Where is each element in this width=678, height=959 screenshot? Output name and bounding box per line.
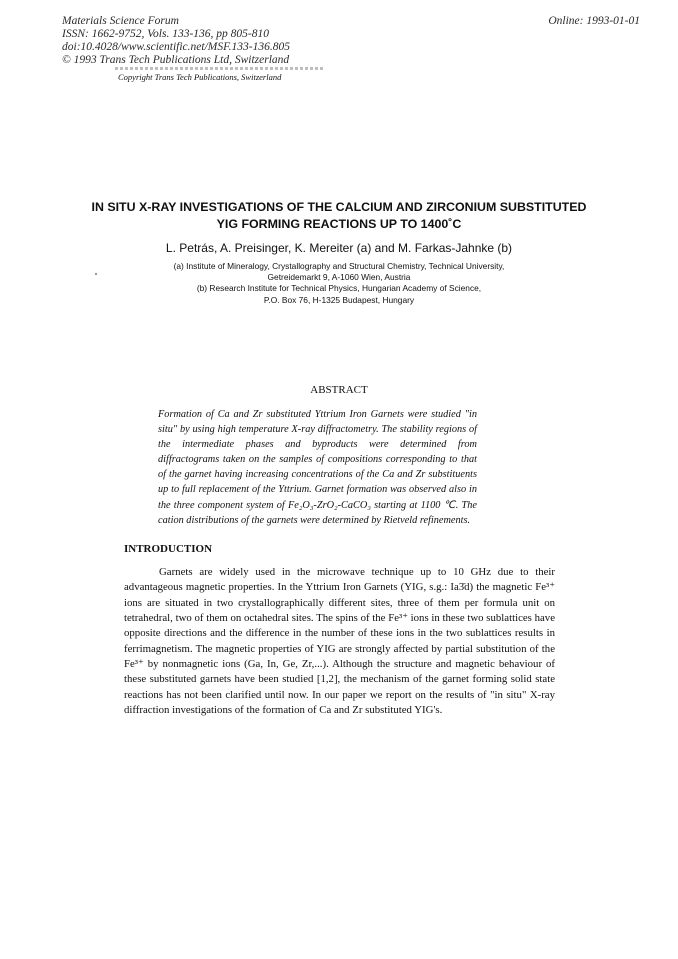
online-date: Online: 1993-01-01 [548,15,640,27]
introduction-body: Garnets are widely used in the microwave technique up to 10 GHz due to their advantageous magnetic properties. In the Yttrium Iron Garnets (YIG, s.g.: Ia3̄d) the magnetic Fe³⁺ ions are situated in two crystallographically different sites, three of them per formula unit on tetrahedral, two of them on octahedral sites. The spins of the Fe³⁺ ions in these two sublattices have opposite directions and the difference in the number of these ions in the two sublattices results in ferrimagnetism. The magnetic properties of YIG are strongly affected by partial substitution of the Fe³⁺ by nonmagnetic ions (Ga, In, Ge, Zr,...). Although the structure and magnetic behaviour of these substituted garnets have been studied [1,2], the mechanism of the garnet forming solid state reactions has not been clarified until now. In our paper we report on the results of "in situ" X-ray diffraction investigations of the formation of Ca and Zr substituted YIG's. [124,566,555,717]
abstract-heading: ABSTRACT [310,384,368,396]
publisher-line: © 1993 Trans Tech Publications Ltd, Switzerland [62,54,290,66]
issn-line: ISSN: 1662-9752, Vols. 133-136, pp 805-810 [62,28,269,40]
journal-name: Materials Science Forum [62,15,179,27]
doi-line: doi:10.4028/www.scientific.net/MSF.133-136.805 [62,41,290,53]
redacted-citation-line [115,67,325,70]
affiliation-a-line1: (a) Institute of Mineralogy, Crystallography and Structural Chemistry, Technical University, [173,261,505,271]
scan-speck [95,273,97,275]
paper-title: IN SITU X-RAY INVESTIGATIONS OF THE CALCIUM AND ZIRCONIUM SUBSTITUTED YIG FORMING REACTIONS UP TO 1400˚C [91,200,587,231]
introduction-heading: INTRODUCTION [124,543,213,555]
publication-header [62,15,290,67]
affiliation-b-line1: (b) Research Institute for Technical Physics, Hungarian Academy of Science, [196,283,482,294]
abstract-body: Formation of Ca and Zr substituted Yttrium Iron Garnets were studied "in situ" by using high temperature X-ray diffractometry. The stability regions of the intermediate phases and byproducts were determined from diffractograms taken on the samples of compositions corresponding to that of the garnet having increasing concentrations of the Ca and Zr substituents up to full replacement of the Yttrium. Garnet formation was observed also in the three component system of Fe₂O₃-ZrO₂-CaCO₃ starting at 1100 ℃. The cation distributions of the garnets were determined by Rietveld refinements. [158,409,477,526]
affiliation-b-line2: P.O. Box 76, H-1325 Budapest, Hungary [263,294,415,305]
copyright-line: Copyright Trans Tech Publications, Switzerland [118,72,282,82]
author-list: L. Petrás, A. Preisinger, K. Mereiter (a) and M. Farkas-Jahnke (b) [165,241,513,255]
affiliation-a-line2: Getreidemarkt 9, A-1060 Wien, Austria [267,272,411,283]
affiliations [90,261,588,306]
